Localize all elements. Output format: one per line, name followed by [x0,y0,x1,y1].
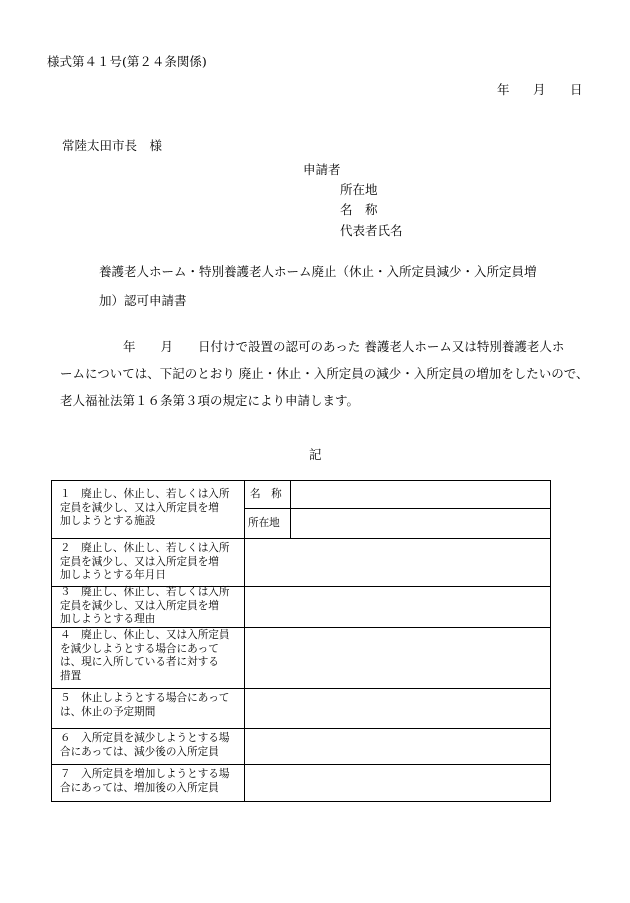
application-table [51,480,551,802]
table-subcolumn-divider [290,480,291,538]
applicant-address-label: 所在地 [340,182,378,197]
row2-date-label: ２ 廃止し、休止し、若しくは入所 定員を減少し、又は入所定員を増 加しようとする年月日 [60,542,230,582]
table-subrow-divider [244,508,551,509]
table-row-divider [51,688,551,689]
row5-suspension-period-label: ５ 休止しようとする場合にあって は、休止の予定期間 [60,692,230,718]
addressee: 常陸太田市長 様 [62,138,163,153]
table-border-right [550,480,551,802]
row4-measures-label: ４ 廃止し、休止し、又は入所定員 を減少しようとする場合にあって は、現に入所している者に対する 措置 [60,629,230,682]
row1-facility-label: １ 廃止し、休止し、若しくは入所 定員を減少し、又は入所定員を増 加しようとする施設 [60,488,230,528]
date-day-label: 日 [570,82,583,97]
body-text-line2: ームについては、下記のとおり 廃止・休止・入所定員の減少・入所定員の増加をしたいので、 [60,366,589,381]
table-row-divider [51,627,551,628]
table-row-divider [51,538,551,539]
ki-heading: 記 [309,447,322,462]
row6-reduced-capacity-label: ６ 入所定員を減少しようとする場 合にあっては、減少後の入所定員 [60,732,230,758]
applicant-name-label: 名 称 [340,202,378,217]
table-border-bottom [51,801,551,802]
table-row-divider [51,764,551,765]
facility-name-label: 名 称 [250,488,282,500]
document-title-line1: 養護老人ホーム・特別養護老人ホーム廃止（休止・入所定員減少・入所定員増 [99,264,537,279]
facility-location-label: 所在地 [248,517,280,529]
date-month-label: 月 [533,82,546,97]
row3-reason-label: ３ 廃止し、休止し、若しくは入所 定員を減少し、又は入所定員を増 加しようとする理由 [60,586,230,626]
table-row-divider [51,728,551,729]
table-border-left [51,480,52,802]
body-text-line3: 老人福祉法第１６条第３項の規定により申請します。 [60,393,360,408]
body-text-line1: 年 月 日付けで設置の認可のあった 養護老人ホーム又は特別養護老人ホ [123,339,565,354]
date-year-label: 年 [497,82,510,97]
form-number: 様式第４１号(第２４条関係) [47,54,207,69]
applicant-representative-label: 代表者氏名 [340,223,403,238]
row7-increased-capacity-label: ７ 入所定員を増加しようとする場 合にあっては、増加後の入所定員 [60,768,230,794]
table-border-top [51,480,551,481]
applicant-label: 申請者 [303,162,341,177]
document-title-line2: 加）認可申請書 [99,293,187,308]
